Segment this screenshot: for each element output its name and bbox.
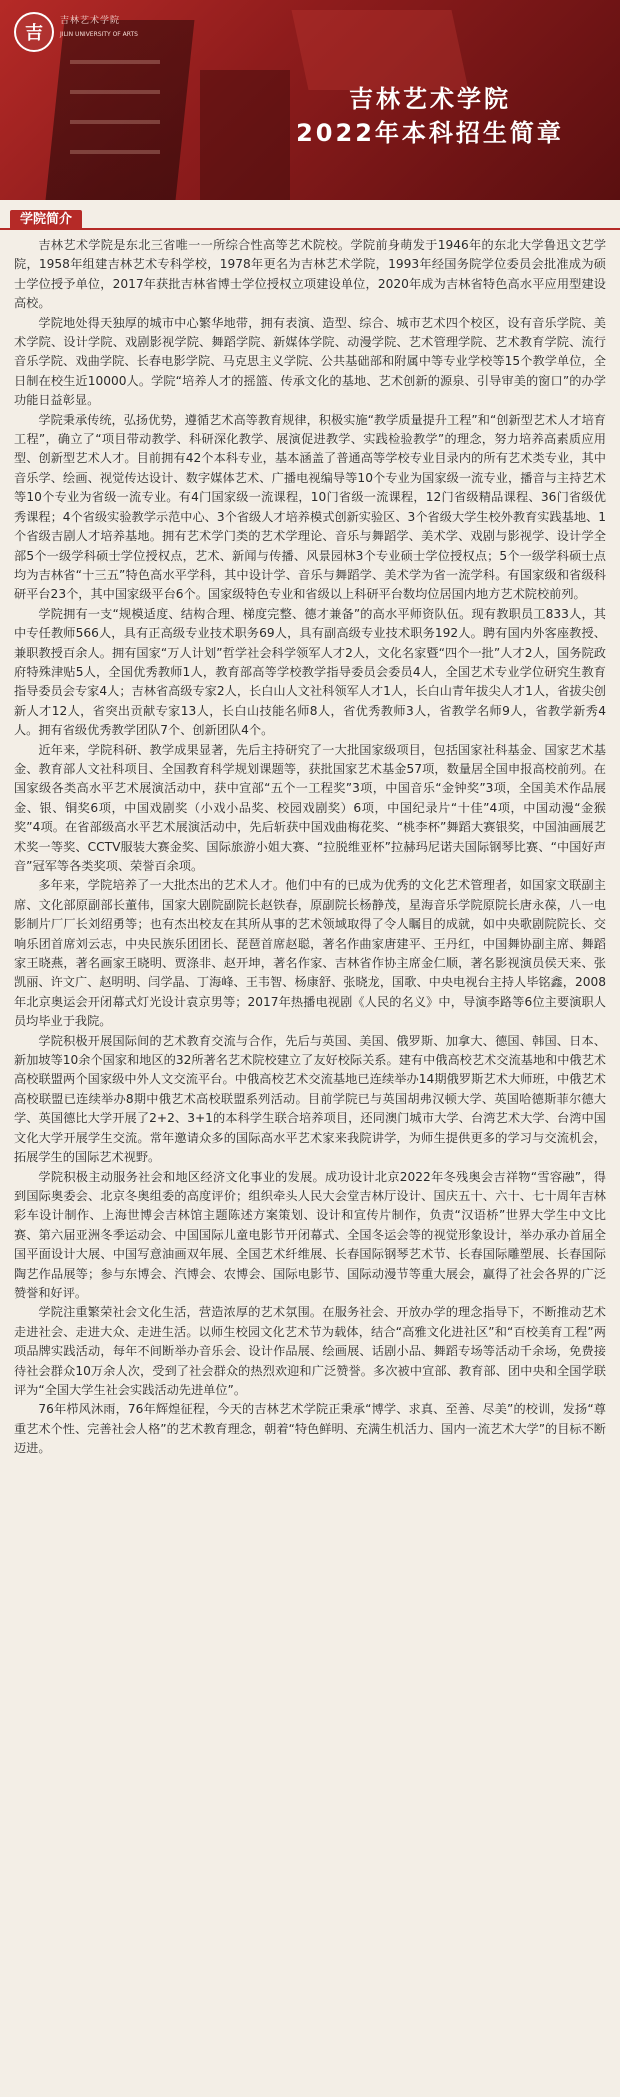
- building-shape: [200, 70, 290, 200]
- window-stripe: [70, 60, 160, 64]
- title-line-2: 2022年本科招生简章: [296, 119, 564, 147]
- window-stripe: [70, 120, 160, 124]
- section-divider: [0, 228, 620, 230]
- building-shape: [291, 10, 468, 90]
- building-shape: [46, 20, 195, 200]
- intro-content: [0, 230, 620, 1459]
- paragraph: 学院拥有一支“规模适度、结构合理、梯度完整、德才兼备”的高水平师资队伍。现有教职员工833人，其中专任教师566人，具有正高级专业技术职务69人，具有副高级专业技术职务192人。聘有国内外客座教授、兼职教授百余人。拥有国家“万人计划”哲学社会科学领军人才2人，文化名家暨“四个一批”人才2人，国务院政府特殊津贴5人，全国优秀教师1人，教育部高等学校教学指导委员会委员4人，全国艺术专业学位研究生教育指导委员会专家4人；吉林省高级专家2人，长白山人文社科领军人才1人，长白山青年拔尖人才1人，省拔尖创新人才12人，省突出贡献专家13人，长白山技能名师8人，省优秀教师3人，省教学名师9人，省教学新秀4人。拥有省级优秀教学团队7个、创新团队4个。: [14, 606, 606, 738]
- hero-banner: [0, 0, 620, 200]
- paragraph: 76年栉风沐雨，76年辉煌征程，今天的吉林艺术学院正秉承“博学、求真、至善、尽美”的校训，发扬“尊重艺术个性、完善社会人格”的艺术教育理念，朝着“特色鲜明、充满生机活力、国内一流艺术大学”的目标不断迈进。: [14, 1402, 606, 1456]
- window-stripe: [70, 150, 160, 154]
- paragraph: 学院地处得天独厚的城市中心繁华地带，拥有表演、造型、综合、城市艺术四个校区，设有音乐学院、美术学院、设计学院、戏剧影视学院、舞蹈学院、新媒体学院、动漫学院、艺术管理学院、艺术教育学院、流行音乐学院、戏曲学院、长春电影学院、马克思主义学院、公共基础部和附属中等专业学校等15个教学单位，全日制在校生近10000人。学院“培养人才的摇篮、传承文化的基地、艺术创新的源泉、引导审美的窗口”的办学功能日益彰显。: [14, 315, 606, 408]
- window-stripe: [70, 90, 160, 94]
- paragraph: 多年来，学院培养了一大批杰出的艺术人才。他们中有的已成为优秀的文化艺术管理者，如国家文联副主席、文化部原副部长董伟，国家大剧院副院长赵铁春，原副院长杨静茂，星海音乐学院原院长唐永葆，八一电影制片厂厂长刘绍勇等；也有杰出校友在其所从事的艺术领域取得了令人瞩目的成就，如中央歌剧院院长、交响乐团首席刘云志，中央民族乐团团长、琵琶首席赵聪，著名作曲家唐建平、王丹红，中国舞协副主席、舞蹈家王晓燕，著名画家王晓明、贾涤非、赵开坤，著名作家、吉林省作协主席金仁顺，著名影视演员侯天来、张凯丽、许文广、赵明明、闫学晶、丁海峰、王韦智、杨康舒、张晓龙，国歌、中央电视台主持人毕铭鑫，2008年北京奥运会开闭幕式灯光设计袁京男等；2017年热播电视剧《人民的名义》中，导演李路等6位主要演职人员均毕业于我院。: [14, 878, 606, 1029]
- paragraph: 近年来，学院科研、教学成果显著，先后主持研究了一大批国家级项目，包括国家社科基金、国家艺术基金、教育部人文社科项目、全国教育科学规划课题等，获批国家艺术基金57项，数量居全国申报高校前列。在国家级各类高水平艺术展演活动中，获中宣部“五个一工程奖”3项，中国音乐“金钟奖”3项，全国美术作品展金、银、铜奖6项，中国戏剧奖（小戏小品奖、校园戏剧奖）6项，中国纪录片“十佳”4项，中国动漫“金猴奖”4项。在省部级高水平艺术展演活动中，先后斩获中国戏曲梅花奖、“桃李杯”舞蹈大赛银奖，中国油画展艺术奖一等奖、CCTV服装大赛金奖、国际旅游小姐大赛、“拉脱维亚杯”拉赫玛尼诺夫国际钢琴比赛、“中国好声音”冠军等各类奖项、荣誉百余项。: [14, 742, 606, 873]
- paragraph: 学院秉承传统，弘扬优势，遵循艺术高等教育规律，积极实施“教学质量提升工程”和“创新型艺术人才培育工程”，确立了“项目带动教学、科研深化教学、展演促进教学、实践检验教学”的理念，努力培养高素质应用型、创新型艺术人才。目前拥有42个本科专业，基本涵盖了普通高等学校专业目录内的所有艺术类专业，其中音乐学、绘画、视觉传达设计、数字媒体艺术、广播电视编导等10个专业为国家级一流专业，播音与主持艺术等10个专业为省级一流专业。有4门国家级一流课程，10门省级一流课程，12门省级精品课程、36门省级优秀课程；4个省级实验教学示范中心、3个省级人才培养模式创新实验区、3个省级大学生校外教育实践基地、1个省级吉剧人才培养基地。拥有艺术学门类的艺术学理论、音乐与舞蹈学、美术学、戏剧与影视学、设计学全部5个一级学科硕士学位授权点，艺术、新闻与传播、风景园林3个专业硕士学位授权点；5个一级学科硕士点均为吉林省“十三五”特色高水平学科，其中设计学、音乐与舞蹈学、美术学为省一流学科。有国家级和省级科研平台23个，其中国家级平台6个。国家级特色专业和省级以上科研平台数均位居国内地方艺术院校前列。: [14, 412, 606, 602]
- school-logo-icon: 吉: [14, 12, 54, 52]
- paragraph: 学院积极开展国际间的艺术教育交流与合作，先后与英国、美国、俄罗斯、加拿大、德国、韩国、日本、新加坡等10余个国家和地区的32所著名艺术院校建立了友好校际关系。建有中俄高校艺术交流基地和中俄艺术高校联盟两个国家级中外人文交流平台。中俄高校艺术交流基地已连续举办14期俄罗斯艺术大师班，中俄艺术高校联盟已连续举办8期中俄艺术高校联盟系列活动。目前学院已与英国胡弗汉顿大学、英国哈德斯菲尔德大学、英国德比大学开展了2+2、3+1的本科学生联合培养项目，还同澳门城市大学、台湾艺术大学、台湾中国文化大学开展学生交流。常年邀请众多的国际高水平艺术家来我院讲学，为师生提供更多的学习与交流机会，拓展学生的国际艺术视野。: [14, 1033, 606, 1165]
- paragraph: 吉林艺术学院是东北三省唯一一所综合性高等艺术院校。学院前身萌发于1946年的东北大学鲁迅文艺学院，1958年组建吉林艺术专科学校，1978年更名为吉林艺术学院，1993年经国务院学位委员会批准成为硕士学位授予单位，2017年获批吉林省博士学位授权立项建设单位，2020年成为吉林省特色高水平应用型建设高校。: [14, 238, 606, 311]
- paragraph: 学院注重繁荣社会文化生活，营造浓厚的艺术氛围。在服务社会、开放办学的理念指导下，不断推动艺术走进社会、走进大众、走进生活。以师生校园文化艺术节为载体，结合“高雅文化进社区”和“百校美育工程”两项品牌实践活动，每年不间断举办音乐会、设计作品展、绘画展、话剧小品、舞蹈专场等活动千余场，免费接待社会群众10万余人次，受到了社会群众的热烈欢迎和广泛赞誉。多次被中宣部、教育部、团中央和全国学联评为“全国大学生社会实践活动先进单位”。: [14, 1305, 606, 1397]
- title-line-1: 吉林艺术学院: [349, 85, 511, 113]
- section-header: [0, 210, 620, 230]
- logo-text: 吉林艺术学院 JILIN UNIVERSITY OF ARTS: [60, 16, 138, 38]
- section-tag: 学院简介: [10, 210, 82, 230]
- page-title: [280, 82, 580, 150]
- paragraph: 学院积极主动服务社会和地区经济文化事业的发展。成功设计北京2022年冬残奥会吉祥物“雪容融”，得到国际奥委会、北京冬奥组委的高度评价；组织牵头人民大会堂吉林厅设计、国庆五十、六十、七十周年吉林彩车设计制作、上海世博会吉林馆主题陈述方案策划、设计和宣传片制作，负责“汉语桥”世界大学生中文比赛、第六届亚洲冬季运动会、中国国际儿童电影节开闭幕式、全国冬运会等的视觉形象设计，举办承办首届全国平面设计大展、中国写意油画双年展、全国艺术纤维展、长春国际钢琴艺术节、长春国际雕塑展、长春国际陶艺作品展等；参与东博会、汽博会、农博会、国际电影节、国际动漫节等重大展会，赢得了社会各界的广泛赞誉和好评。: [14, 1169, 606, 1300]
